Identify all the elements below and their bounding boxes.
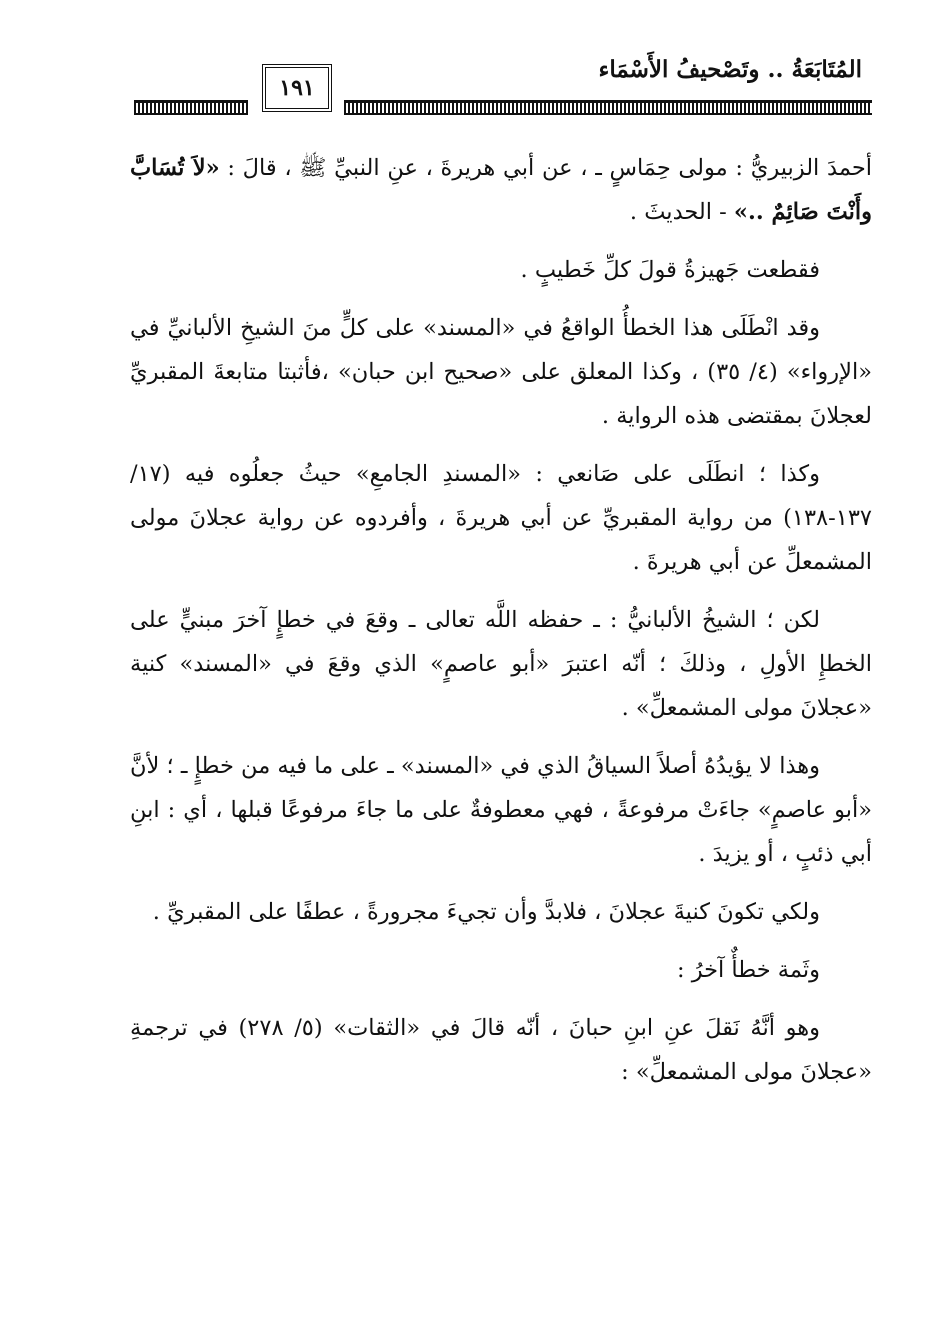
paragraph-3: وقد انْطَلَى هذا الخطأُ الواقعُ في «المسند» على كلٍّ منَ الشيخِ الألبانيِّ في «الإرواء» (٤/ ٣٥) ، وكذا المعلق على «صحيح ابن حبان» ،فأثبتا متابعةَ المقبريِّ لعجلانَ بمقتضى هذه الرواية . [130,315,873,429]
paragraph-5: لكن ؛ الشيخُ الألبانيُّ : ـ حفظه اللَّه تعالى ـ وقعَ في خطإٍ آخرَ مبنيٍّ على الخطإِ الأولِ ، وذلكَ ؛ أنّه اعتبرَ «أبو عاصمٍ» الذي وقعَ في «المسند» كنية «عجلانَ مولى المشمعلِّ» . [130,607,872,721]
paragraph-6: وهذا لا يؤيدُهُ أصلاً السياقُ الذي في «المسند» ـ على ما فيه من خطإٍ ـ ؛ لأنَّ «أبو عاصمٍ» جاءَتْ مرفوعةً ، فهي معطوفةٌ على ما جاءَ مرفوعًا قبلها ، أي : ابنِ أبي ذئبٍ ، أو يزيدَ . [130,753,872,867]
page-header [134,52,872,118]
paragraph-1-text: أحمدَ الزبيريُّ : مولى حِمَاسٍ ـ ، عن أبي هريرةَ ، عنِ النبيِّ ﷺ ، قالَ : [227,155,872,181]
running-title: المُتَابَعَةُ .. وتَصْحيفُ الأَسْمَاء [598,56,862,83]
paragraph-9: وهو أنَّهُ نَقلَ عنِ ابنِ حبانَ ، أنّه قالَ في «الثقات» (٥/ ٢٧٨) في ترجمةِ «عجلانَ مولى المشمعلِّ» : [130,1015,872,1085]
page-body [130,146,872,1108]
paragraph-2: فقطعت جَهيزةُ قولَ كلِّ خَطيبٍ . [520,257,820,283]
hadith-quote: «لاَ تُسَابَّ وأَنْتَ صَائِمٌ ..» [130,155,872,225]
paragraph-8: وثَمة خطأٌ آخرُ : [676,957,820,983]
header-rule-left [134,100,248,115]
paragraph-1-tail: - الحديثَ . [629,199,734,225]
header-rule-right [344,100,872,115]
paragraph-4: وكذا ؛ انطَلَى على صَانعي : «المسندِ الجامعِ» حيثُ جعلُوه فيه (١٧/ ١٣٧-١٣٨) من رواية المقبريِّ عن أبي هريرةَ ، وأفردوه عن رواية عجلانَ مولى المشمعلِّ عن أبي هريرةَ . [130,461,872,575]
paragraph-1 [130,146,872,234]
page-number: ١٩١ [262,64,332,112]
paragraph-7: ولكي تكونَ كنيةَ عجلانَ ، فلابدَّ وأن تجيءَ مجرورةً ، عطفًا على المقبريِّ . [152,899,820,925]
